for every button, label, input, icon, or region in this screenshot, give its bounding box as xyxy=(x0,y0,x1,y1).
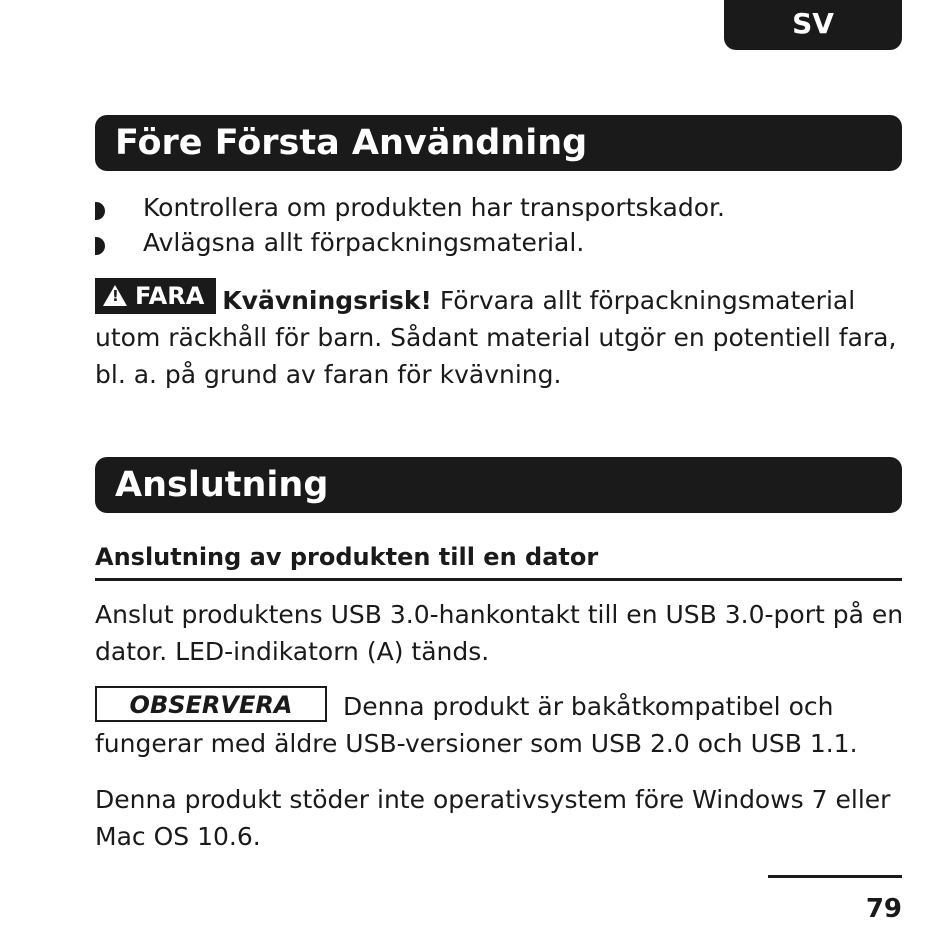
connection-paragraph: Anslut produktens USB 3.0-hankontakt till en USB 3.0-port på en dator. LED-indikatorn (A) tänds. xyxy=(95,600,904,666)
note-paragraph xyxy=(95,688,910,762)
subheading-connect-to-computer: Anslutning av produkten till en dator xyxy=(95,540,902,581)
danger-badge xyxy=(95,278,216,314)
list-item-text: Kontrollera om produkten har transportskador. xyxy=(143,193,725,222)
list-item-text: Avlägsna allt förpackningsmaterial. xyxy=(143,228,585,257)
danger-warning xyxy=(95,282,910,393)
bullet-marker-icon xyxy=(95,202,105,220)
footer-divider xyxy=(768,875,902,878)
checklist xyxy=(95,190,902,260)
list-item xyxy=(95,190,902,225)
section-heading-connection: Anslutning xyxy=(95,457,902,513)
note-badge: OBSERVERA xyxy=(95,686,327,722)
page-number: 79 xyxy=(865,894,902,924)
danger-text: Förvara allt förpackningsmaterial utom räckhåll för barn. Sådant material utgör en potentiell fara, bl. a. på grund av faran för kvävning. xyxy=(95,286,897,389)
list-item xyxy=(95,225,902,260)
note-text: Denna produkt är bakåtkompatibel och fungerar med äldre USB-versioner som USB 2.0 och USB 1.1. xyxy=(95,692,858,758)
warning-triangle-icon xyxy=(103,285,127,306)
danger-badge-label: FARA xyxy=(135,282,205,310)
os-support-paragraph: Denna produkt stöder inte operativsystem före Windows 7 eller Mac OS 10.6. xyxy=(95,785,891,851)
danger-lead: Kvävningsrisk! xyxy=(222,286,432,315)
section-heading-before-first-use: Före Första Användning xyxy=(95,115,902,171)
bullet-marker-icon xyxy=(95,237,105,255)
language-tab: SV xyxy=(724,0,902,50)
